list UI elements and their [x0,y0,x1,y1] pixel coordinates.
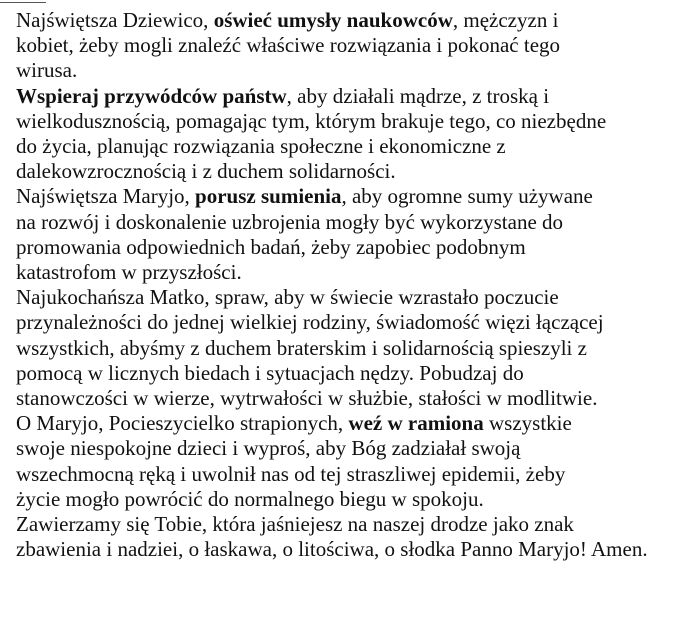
bold-phrase: weź w ramiona [348,411,484,436]
text-line [16,109,648,134]
text-segment: pomocą w licznych biedach i sytuacjach nędzy. Pobudzaj do [16,360,524,385]
text-line [16,436,648,461]
prayer-text [16,8,648,562]
text-line [16,260,648,285]
text-line [16,411,648,436]
text-segment: , aby ogromne sumy używane [341,184,593,209]
text-line [16,361,648,386]
bold-phrase: Wspieraj przywódców państw [16,83,287,108]
text-segment: dalekowzrocznością i z duchem solidarności. [16,159,396,184]
text-line [16,285,648,310]
text-segment: wielkodusznością, pomagając tym, którym brakuje tego, co niezbędne [16,108,607,133]
text-segment: stanowczości w wierze, wytrwałości w służbie, stałości w modlitwie. [16,386,598,411]
text-segment: promowania odpowiednich badań, żeby zapobiec podobnym [16,234,526,259]
text-segment: Zawierzamy się Tobie, która jaśniejesz na naszej drodze jako znak [16,512,574,537]
text-line [16,386,648,411]
text-segment: wszystkie [483,411,572,436]
top-rule-fragment [0,2,46,3]
text-line [16,336,648,361]
text-segment: przynależności do jednej wielkiej rodziny, świadomość więzi łączącej [16,310,604,335]
text-segment: na rozwój i doskonalenie uzbrojenia mogły być wykorzystane do [16,209,564,234]
text-segment: życie mogło powrócić do normalnego biegu w spokoju. [16,486,484,511]
text-line [16,462,648,487]
text-line [16,210,648,235]
text-line [16,487,648,512]
text-segment: O Maryjo, Pocieszycielko strapionych, [16,411,349,436]
text-line [16,84,648,109]
text-line [16,8,648,33]
text-line [16,58,648,83]
text-line [16,512,648,537]
text-line [16,159,648,184]
text-line [16,537,648,562]
text-segment: , aby działali mądrze, z troską i [286,83,550,108]
text-segment: wszechmocną ręką i uwolnił nas od tej straszliwej epidemii, żeby [16,461,566,486]
text-segment: kobiet, żeby mogli znaleźć właściwe rozwiązania i pokonać tego [16,33,561,58]
text-line [16,33,648,58]
bold-phrase: oświeć umysły naukowców [213,8,453,32]
text-segment: wszystkich, abyśmy z duchem braterskim i solidarnością spieszyli z [16,335,587,360]
text-segment: Najświętsza Dziewico, [16,8,214,32]
text-segment: wirusa. [16,58,78,83]
text-line [16,184,648,209]
text-line [16,134,648,159]
bold-phrase: porusz sumienia [195,184,342,209]
text-line [16,235,648,260]
text-segment: swoje niespokojne dzieci i wyproś, aby Bóg zadziałał swoją [16,436,521,461]
text-segment: , mężczyzn i [452,8,559,32]
text-line [16,310,648,335]
text-segment: Najświętsza Maryjo, [16,184,196,209]
text-segment: do życia, planując rozwiązania społeczne i ekonomiczne z [16,134,506,159]
text-segment: zbawienia i nadziei, o łaskawa, o litościwa, o słodka Panno Maryjo! Amen. [16,537,648,562]
text-segment: katastrofom w przyszłości. [16,260,242,285]
text-segment: Najukochańsza Matko, spraw, aby w świecie wzrastało poczucie [16,285,559,310]
